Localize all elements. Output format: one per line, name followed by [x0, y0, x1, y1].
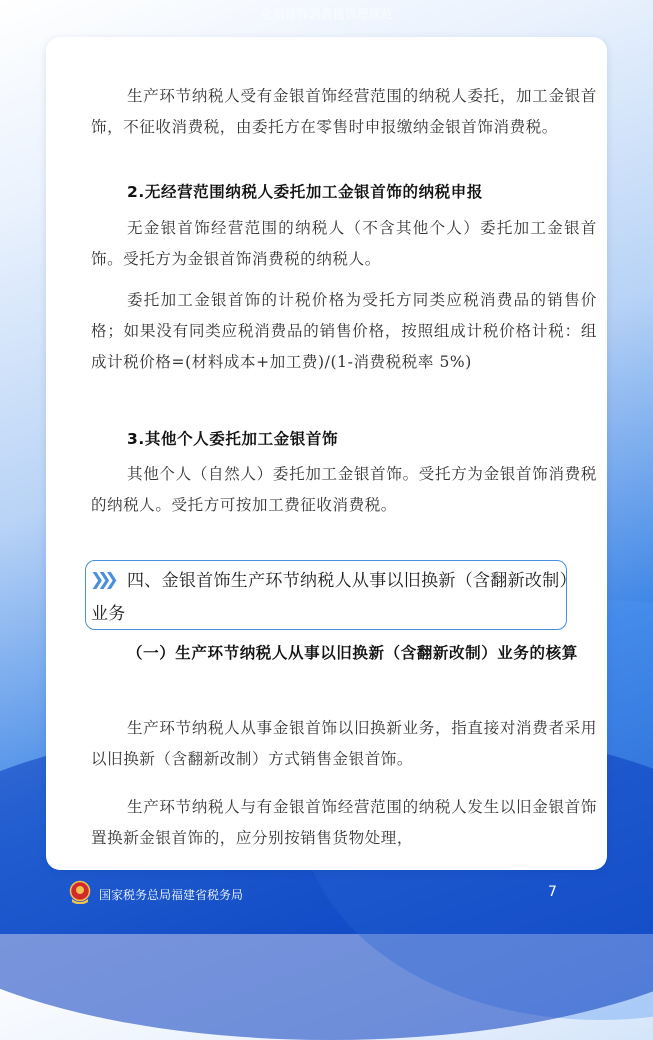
header-title: 金银首饰消费税管理规范 — [260, 7, 393, 21]
triple-chevron-icon: ❯❯❯ — [90, 570, 112, 590]
subheading: 2.无经营范围纳税人委托加工金银首饰的纳税申报 — [127, 183, 483, 201]
tax-emblem-icon — [69, 880, 91, 904]
paragraph: 无金银首饰经营范围的纳税人（不含其他个人）委托加工金银首饰。受托方为金银首饰消费税的纳税人。 — [91, 219, 597, 268]
page-number: 7 — [548, 884, 557, 900]
paragraph: 其他个人（自然人）委托加工金银首饰。受托方为金银首饰消费税的纳税人。受托方可按加工费征收消费税。 — [91, 465, 597, 514]
paragraph: 委托加工金银首饰的计税价格为受托方同类应税消费品的销售价格；如果没有同类应税消费品的销售价格，按照组成计税价格计税：组成计税价格=(材料成本+加工费)/(1-消费税税率 5%) — [91, 291, 597, 371]
subheading: （一）生产环节纳税人从事以旧换新（含翻新改制）业务的核算 — [127, 644, 578, 662]
paragraph: 生产环节纳税人与有金银首饰经营范围的纳税人发生以旧金银首饰置换新金银首饰的，应分别按销售货物处理， — [91, 798, 597, 847]
subheading: 3.其他个人委托加工金银首饰 — [127, 430, 339, 448]
footer-organization: 国家税务总局福建省税务局 — [99, 888, 244, 902]
paragraph: 生产环节纳税人受有金银首饰经营范围的纳税人委托，加工金银首饰，不征收消费税，由委托方在零售时申报缴纳金银首饰消费税。 — [91, 87, 597, 136]
content-card — [46, 37, 607, 870]
paragraph: 生产环节纳税人从事金银首饰以旧换新业务，指直接对消费者采用以旧换新（含翻新改制）方式销售金银首饰。 — [91, 719, 597, 768]
section-title: 四、金银首饰生产环节纳税人从事以旧换新（含翻新改制）业务 — [91, 571, 569, 624]
